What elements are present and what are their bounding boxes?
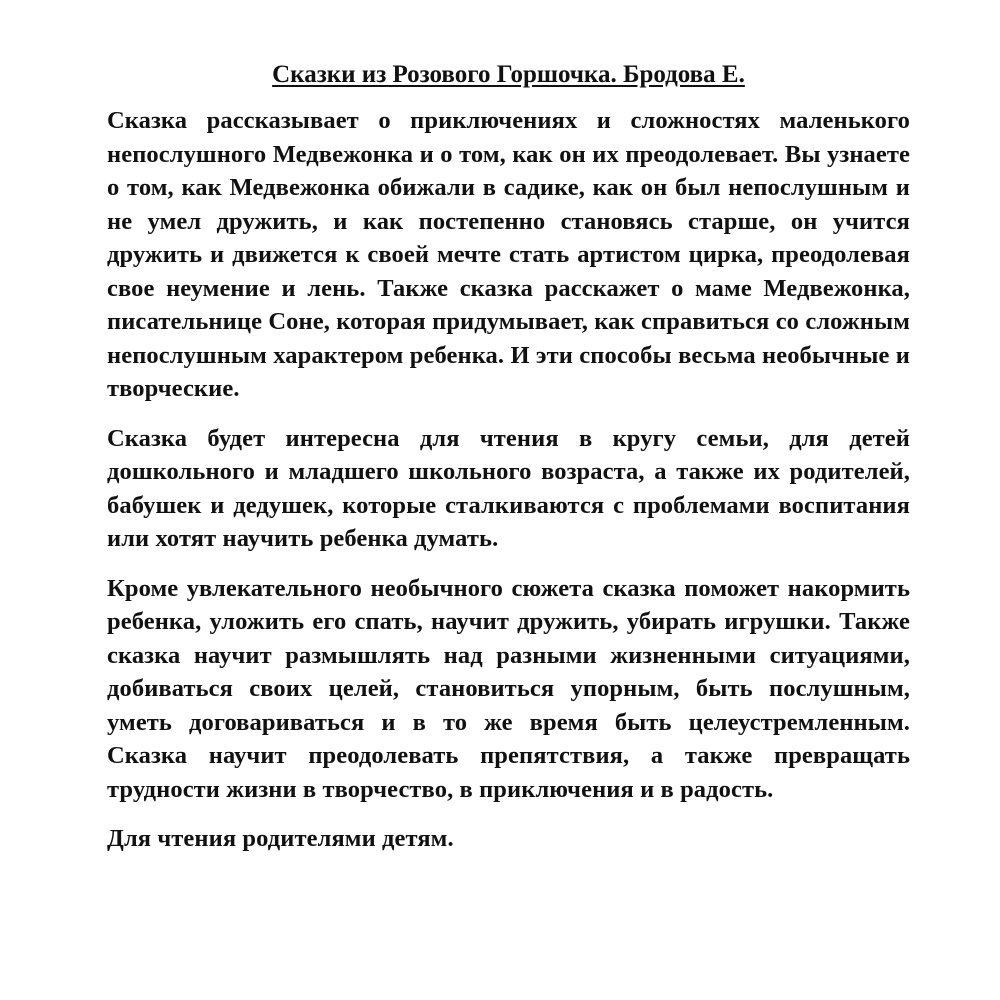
- paragraph-benefits: Кроме увлекательного необычного сюжета сказка поможет накормить ребенка, уложить его спать, научит дружить, убирать игрушки. Также сказка научит размышлять над разными жизненными ситуациями, добиваться своих целей, становиться упорным, быть послушным, уметь договариваться и в то же время быть целеустремленным. Сказка научит преодолевать препятствия, а также превращать трудности жизни в творчество, в приключения и в радость.: [107, 574, 910, 803]
- paragraph-story-summary: Сказка рассказывает о приключениях и сложностях маленького непослушного Медвежонка и о том, как он их преодолевает. Вы узнаете о том, как Медвежонка обижали в садике, как он был непослушным и не умел дружить, и как постепенно становясь старше, он учится дружить и движется к своей мечте стать артистом цирка, преодолевая свое неумение и лень. Также сказка расскажет о маме Медвежонка, писательнице Соне, которая придумывает, как справиться со сложным непослушным характером ребенка. И эти способы весьма необычные и творческие.: [107, 107, 910, 402]
- document-title: Сказки из Розового Горшочка. Бродова Е.: [272, 61, 745, 88]
- document-body: [107, 60, 910, 872]
- paragraph-closing: Для чтения родителями детям.: [107, 825, 454, 852]
- paragraph-audience: Сказка будет интересна для чтения в кругу семьи, для детей дошкольного и младшего школьного возраста, а также их родителей, бабушек и дедушек, которые сталкиваются с проблемами воспитания или хотят научить ребенка думать.: [107, 424, 910, 552]
